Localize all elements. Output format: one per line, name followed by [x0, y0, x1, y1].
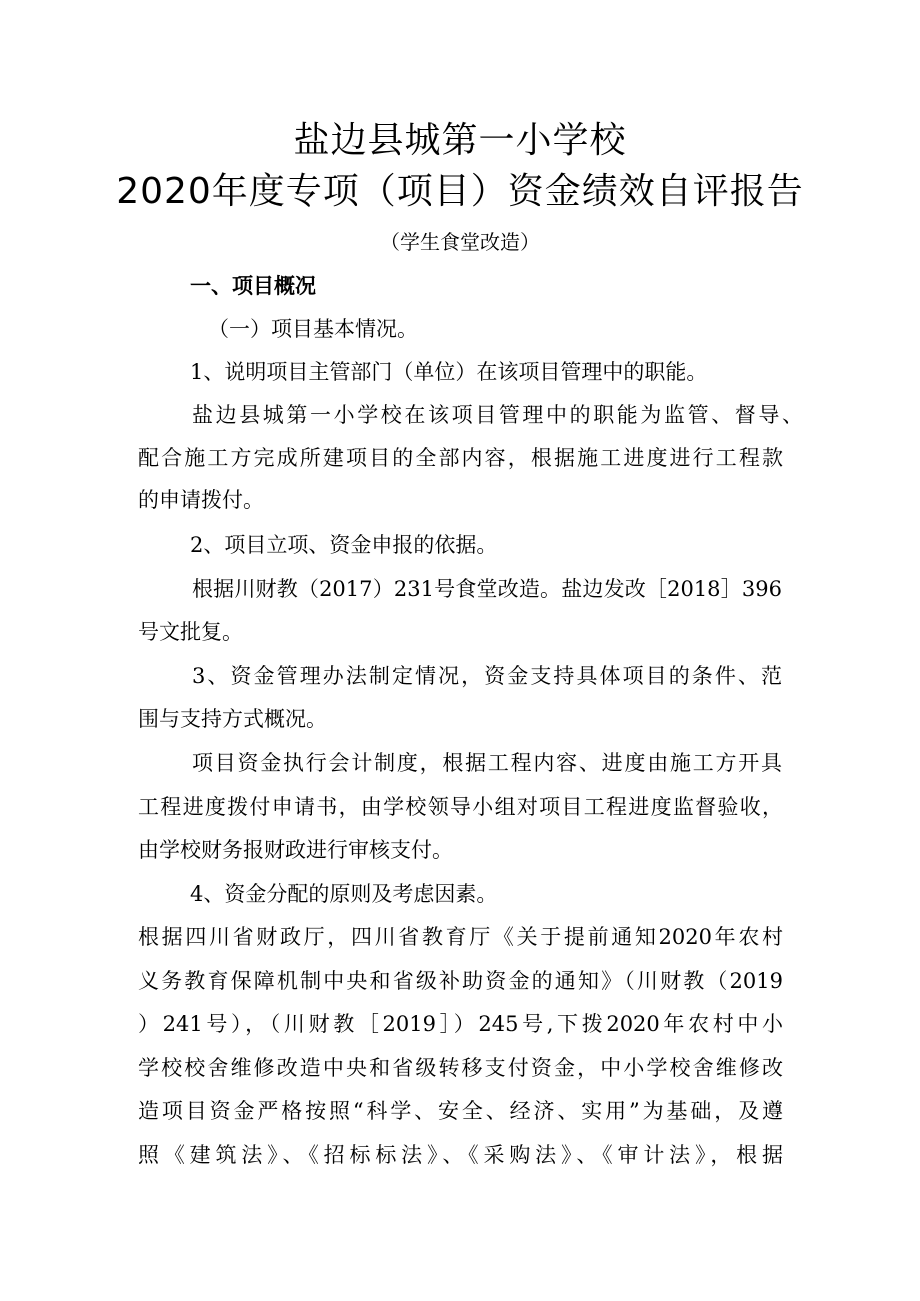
item2-body-line: 根据川财教（2017）231号食堂改造。盐边发改［2018］396	[192, 577, 782, 601]
item4-body-line: ）241号），（川财教［2019］）245号,下拨2020年农村中小	[138, 1012, 783, 1036]
section-heading-project-overview: 一、项目概况	[190, 274, 316, 298]
item1-body-line: 盐边县城第一小学校在该项目管理中的职能为监管、督导、	[192, 403, 803, 427]
item3-body-line: 项目资金执行会计制度，根据工程内容、进度由施工方开具	[192, 751, 782, 775]
item4-body-line: 学校校舍维修改造中央和省级转移支付资金，中小学校舍维修改	[138, 1056, 783, 1080]
subsection-heading-basic-info: （一）项目基本情况。	[208, 317, 418, 341]
item2-heading: 2、项目立项、资金申报的依据。	[190, 533, 498, 557]
item2-body-line: 号文批复。	[138, 620, 243, 644]
item4-body-line: 义务教育保障机制中央和省级补助资金的通知》（川财教（2019	[138, 969, 783, 993]
report-title-main: 2020年度专项（项目）资金绩效自评报告	[116, 171, 804, 212]
item3-body-line: 由学校财务报财政进行审核支付。	[138, 838, 453, 862]
item4-body-line: 造项目资金严格按照“科学、安全、经济、实用”为基础，及遵	[138, 1099, 783, 1123]
item1-heading: 1、说明项目主管部门（单位）在该项目管理中的职能。	[190, 360, 708, 384]
item1-body-line: 的申请拨付。	[138, 488, 264, 512]
item3-heading-line: 3、资金管理办法制定情况，资金支持具体项目的条件、范	[192, 664, 782, 688]
item4-body-line: 根据四川省财政厅，四川省教育厅《关于提前通知2020年农村	[138, 925, 783, 949]
item4-body-line: 照《建筑法》、《招标标法》、《采购法》、《审计法》，根据	[138, 1143, 783, 1167]
item3-body-line: 工程进度拨付申请书，由学校领导小组对项目工程进度监督验收，	[138, 795, 783, 819]
item3-heading-line: 围与支持方式概况。	[138, 707, 327, 731]
item1-body-line: 配合施工方完成所建项目的全部内容，根据施工进度进行工程款	[138, 446, 783, 470]
report-title-school: 盐边县城第一小学校	[293, 120, 627, 161]
item4-heading: 4、资金分配的原则及考虑因素。	[190, 882, 498, 906]
report-subtitle: （学生食堂改造）	[380, 230, 540, 254]
